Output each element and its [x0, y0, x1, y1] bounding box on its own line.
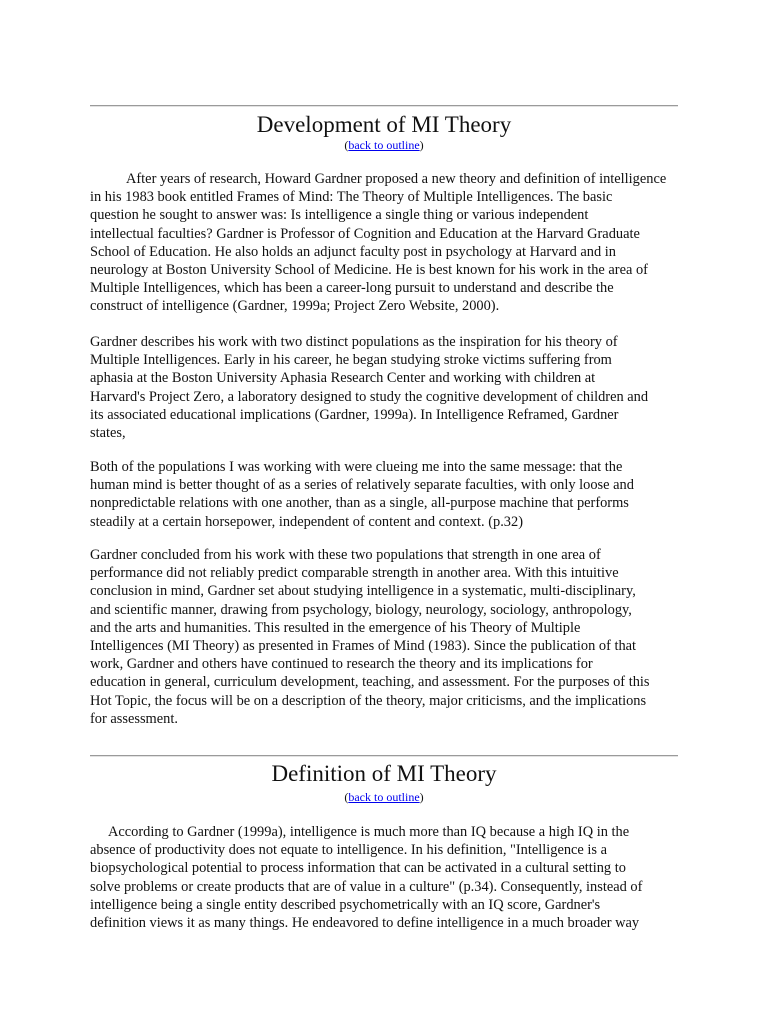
paren-open: ( — [344, 790, 349, 804]
paragraph-line: School of Education. He also holds an adjunct faculty post in psychology at Harvard and in — [90, 243, 616, 260]
paragraph-line: aphasia at the Boston University Aphasia Research Center and working with children at — [90, 370, 596, 387]
paragraph-line: According to Gardner (1999a), intelligence is much more than IQ because a high IQ in the — [108, 824, 630, 840]
paragraph-line: its associated educational implications (Gardner, 1999a). In Intelligence Reframed, Gardner — [90, 406, 619, 423]
paragraph-line: for assessment. — [90, 710, 178, 727]
paragraph-line: and the arts and humanities. This resulted in the emergence of his Theory of Multiple — [90, 619, 581, 636]
paragraph-4 — [90, 823, 678, 932]
paragraph-line: nonpredictable relations with one another, than as a single, all-purpose machine that performs — [90, 495, 629, 512]
paren-close: ) — [419, 790, 424, 804]
paragraph-line: solve problems or create products that are of value in a culture" (p.34). Consequently, instead of — [90, 878, 643, 895]
section-title-definition: Definition of MI Theory — [271, 761, 497, 786]
paragraph-line: question he sought to answer was: Is intelligence a single thing or various independent — [90, 207, 589, 224]
paragraph-line: construct of intelligence (Gardner, 1999a; Project Zero Website, 2000). — [90, 298, 500, 315]
paragraph-line: Harvard's Project Zero, a laboratory designed to study the cognitive development of children and — [90, 388, 649, 405]
paragraph-1 — [90, 170, 678, 316]
paragraph-line: Gardner describes his work with two distinct populations as the inspiration for his theory of — [90, 334, 618, 350]
paragraph-line: Both of the populations I was working with were clueing me into the same message: that the — [90, 459, 623, 475]
back-to-outline-link[interactable]: back to outline — [348, 790, 420, 804]
paragraph-line: Intelligences (MI Theory) as presented in Frames of Mind (1983). Since the publication of that — [90, 638, 637, 655]
paragraph-line: biopsychological potential to process information that can be activated in a cultural setting to — [90, 860, 626, 877]
horizontal-rule — [90, 755, 678, 757]
paren-close: ) — [419, 138, 424, 152]
paragraph-line: in his 1983 book entitled Frames of Mind: The Theory of Multiple Intelligences. The basic — [90, 189, 613, 206]
paragraph-line: Gardner concluded from his work with these two populations that strength in one area of — [90, 547, 601, 563]
paragraph-line: neurology at Boston University School of Medicine. He is best known for his work in the area of — [90, 262, 648, 279]
paragraph-line: absence of productivity does not equate to intelligence. In his definition, "Intelligence is a — [90, 842, 607, 859]
back-to-outline-link[interactable]: back to outline — [348, 138, 420, 152]
paragraph-line: intelligence being a single entity described psychometrically with an IQ score, Gardner's — [90, 896, 601, 913]
paragraph-line: conclusion in mind, Gardner set about studying intelligence in a systematic, multi-disciplinary, — [90, 583, 636, 600]
paragraph-line: definition views it as many things. He endeavored to define intelligence in a much broader way — [90, 915, 640, 932]
horizontal-rule — [90, 105, 678, 107]
paragraph-line: Hot Topic, the focus will be on a description of the theory, major criticisms, and the implications — [90, 692, 647, 709]
back-to-outline-wrapper — [90, 138, 678, 152]
paragraph-line: states, — [90, 425, 126, 442]
back-to-outline-wrapper — [90, 790, 678, 804]
paragraph-line: steadily at a certain horsepower, independent of content and context. (p.32) — [90, 513, 523, 530]
paragraph-line: Multiple Intelligences, which has been a career-long pursuit to understand and describe the — [90, 280, 614, 297]
paragraph-line: Multiple Intelligences. Early in his career, he began studying stroke victims suffering from — [90, 352, 612, 369]
section-title-development: Development of MI Theory — [256, 112, 512, 137]
paragraph-line: education in general, curriculum development, teaching, and assessment. For the purposes of this — [90, 674, 650, 691]
paragraph-line: performance did not reliably predict comparable strength in another area. With this intuitive — [90, 565, 619, 582]
paragraph-3 — [90, 546, 678, 728]
paragraph-line: After years of research, Howard Gardner proposed a new theory and definition of intelligence — [126, 171, 667, 187]
paragraph-2 — [90, 333, 678, 442]
paragraph-line: human mind is better thought of as a series of relatively separate faculties, with only loose and — [90, 477, 634, 494]
paragraph-line: intellectual faculties? Gardner is Professor of Cognition and Education at the Harvard Graduate — [90, 225, 640, 242]
paragraph-line: work, Gardner and others have continued to research the theory and its implications for — [90, 656, 593, 673]
block-quote — [90, 458, 678, 531]
paragraph-line: and scientific manner, drawing from psychology, biology, neurology, sociology, anthropology, — [90, 601, 632, 618]
paren-open: ( — [344, 138, 349, 152]
